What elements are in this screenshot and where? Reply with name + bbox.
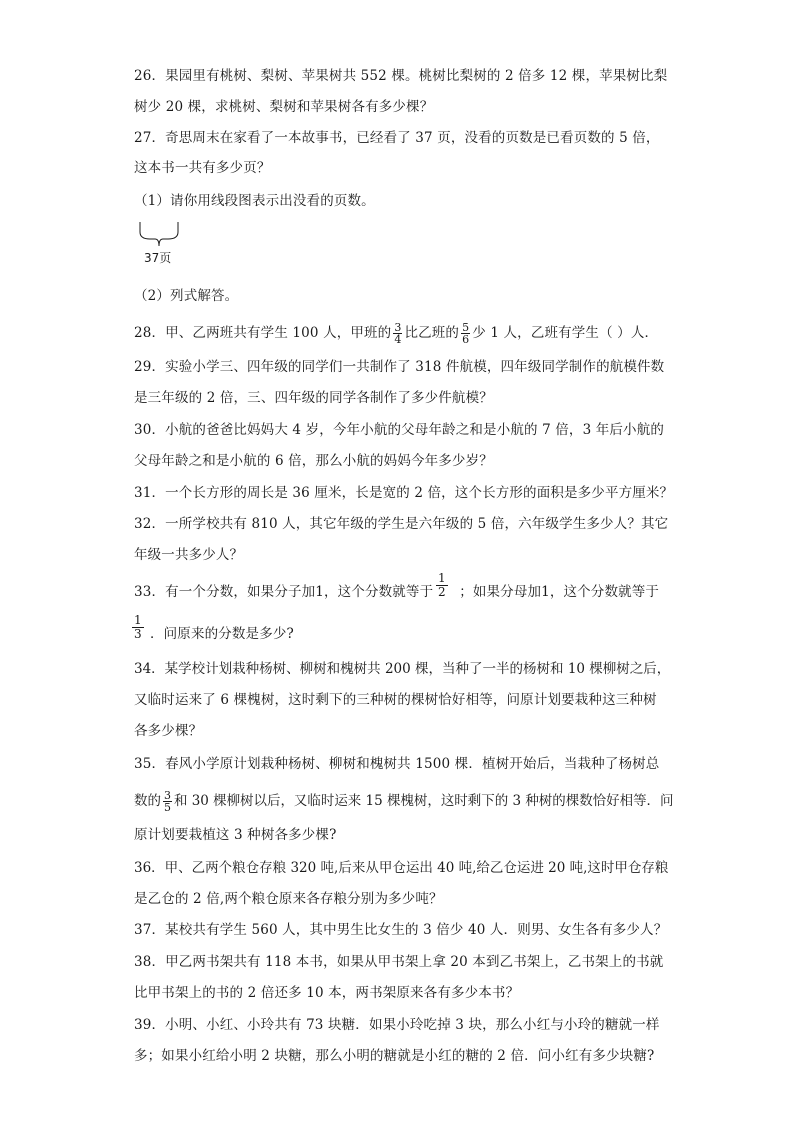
problem-35-line-1: 35．春风小学原计划栽种杨树、柳树和槐树共 1500 棵．植树开始后，当栽种了杨树总 bbox=[134, 756, 660, 772]
problem-36-line-1: 36．甲、乙两个粮仓存粮 320 吨,后来从甲仓运出 40 吨,给乙仓运进 20 吨,这时甲仓存粮 bbox=[134, 860, 669, 876]
problem-26-line-2: 树少 20 棵，求桃树、梨树和苹果树各有多少棵？ bbox=[134, 99, 434, 115]
fraction-denominator: 3 bbox=[134, 627, 142, 641]
problem-28-text-2: 比乙班的 bbox=[404, 325, 460, 341]
problem-33-text-1: 33．有一个分数，如果分子加1，这个分数就等于 bbox=[134, 584, 434, 600]
problem-33-line-1 bbox=[134, 583, 659, 601]
fraction bbox=[393, 322, 402, 345]
problem-35-line-2 bbox=[134, 790, 673, 813]
problem-27-line-1: 27．奇思周末在家看了一本故事书，已经看了 37 页，没看的页数是已看页数的 5 倍， bbox=[134, 130, 660, 146]
problem-37-line-1: 37．某校共有学生 560 人，其中男生比女生的 3 倍少 40 人．则男、女生各有多少人？ bbox=[134, 922, 668, 938]
problem-35-text-1: 数的 bbox=[134, 793, 161, 809]
problem-34-line-3: 各多少棵？ bbox=[134, 723, 203, 739]
problem-27-line-2: 这本书一共有多少页？ bbox=[134, 160, 271, 176]
problem-33-text-2: ；如果分母加1，这个分数就等于 bbox=[459, 584, 660, 600]
problem-27-sub-1: （1）请你用线段图表示出没看的页数。 bbox=[134, 193, 375, 209]
fraction-denominator: 5 bbox=[163, 801, 171, 814]
problem-29-line-1: 29．实验小学三、四年级的同学们一共制作了 318 件航模，四年级同学制作的航模件数 bbox=[134, 359, 665, 375]
fraction-numerator: 5 bbox=[462, 321, 470, 334]
problem-29-line-2: 是三年级的 2 倍，三、四年级的同学各制作了多少件航模？ bbox=[134, 390, 493, 406]
problem-28-line-1 bbox=[134, 322, 658, 345]
problem-33-line-2: ．问原来的分数是多少? bbox=[150, 626, 294, 642]
fraction-numerator: 3 bbox=[163, 789, 171, 802]
fraction-numerator: 1 bbox=[134, 613, 142, 627]
problem-34-line-1: 34．某学校计划栽种杨树、柳树和槐树共 200 棵，当种了一半的杨树和 10 棵柳树之后， bbox=[134, 661, 671, 677]
problem-27-sub-2: （2）列式解答。 bbox=[134, 288, 239, 304]
fraction-denominator: 6 bbox=[462, 333, 470, 346]
fraction bbox=[163, 790, 172, 813]
diagram-label: 37页 bbox=[144, 251, 172, 265]
fraction-one-half bbox=[436, 572, 448, 599]
fraction-numerator: 3 bbox=[394, 321, 402, 334]
problem-32-line-2: 年级一共多少人？ bbox=[134, 547, 244, 563]
problem-39-line-2: 多；如果小红给小明 2 块糖，那么小明的糖就是小红的糖的 2 倍．问小红有多少块糖? bbox=[134, 1048, 655, 1064]
problem-30-line-1: 30．小航的爸爸比妈妈大 4 岁，今年小航的父母年龄之和是小航的 7 倍，3 年后小航的 bbox=[134, 422, 665, 438]
problem-39-line-1: 39．小明、小红、小玲共有 73 块糖．如果小玲吃掉 3 块，那么小红与小玲的糖就一样 bbox=[134, 1017, 660, 1033]
problem-32-line-1: 32．一所学校共有 810 人，其它年级的学生是六年级的 5 倍，六年级学生多少人？其它 bbox=[134, 516, 669, 532]
fraction-one-third bbox=[132, 614, 144, 641]
problem-30-line-2: 父母年龄之和是小航的 6 倍，那么小航的妈妈今年多少岁？ bbox=[134, 453, 493, 469]
problem-28-text-3: 少 1 人，乙班有学生（ ）人． bbox=[472, 325, 659, 341]
problem-36-line-2: 是乙仓的 2 倍,两个粮仓原来各存粮分别为多少吨？ bbox=[134, 891, 443, 907]
fraction bbox=[461, 322, 470, 345]
problem-35-line-3: 原计划要栽植这 3 种树各多少棵? bbox=[134, 827, 337, 843]
problem-34-line-2: 又临时运来了 6 棵槐树，这时剩下的三种树的棵树恰好相等，问原计划要栽种这三种树 bbox=[134, 692, 657, 708]
problem-38-line-2: 比甲书架上的书的 2 倍还多 10 本，两书架原来各有多少本书？ bbox=[134, 985, 520, 1001]
problem-38-line-1: 38．甲乙两书架共有 118 本书，如果从甲书架上拿 20 本到乙书架上，乙书架上的书就 bbox=[134, 954, 664, 970]
fraction-denominator: 4 bbox=[394, 333, 402, 346]
problem-28-text-1: 28．甲、乙两班共有学生 100 人，甲班的 bbox=[134, 325, 392, 341]
problem-31-line-1: 31．一个长方形的周长是 36 厘米，长是宽的 2 倍，这个长方形的面积是多少平方厘米？ bbox=[134, 485, 674, 501]
problem-35-text-2: 和 30 棵柳树以后，又临时运来 15 棵槐树，这时剩下的 3 种树的棵数恰好相等．问 bbox=[173, 793, 674, 809]
line-segment-diagram bbox=[134, 220, 184, 250]
fraction-denominator: 2 bbox=[438, 585, 446, 599]
problem-26-line-1: 26．果园里有桃树、梨树、苹果树共 552 棵。桃树比梨树的 2 倍多 12 棵，苹果树比梨 bbox=[134, 68, 668, 84]
fraction-numerator: 1 bbox=[438, 571, 446, 585]
